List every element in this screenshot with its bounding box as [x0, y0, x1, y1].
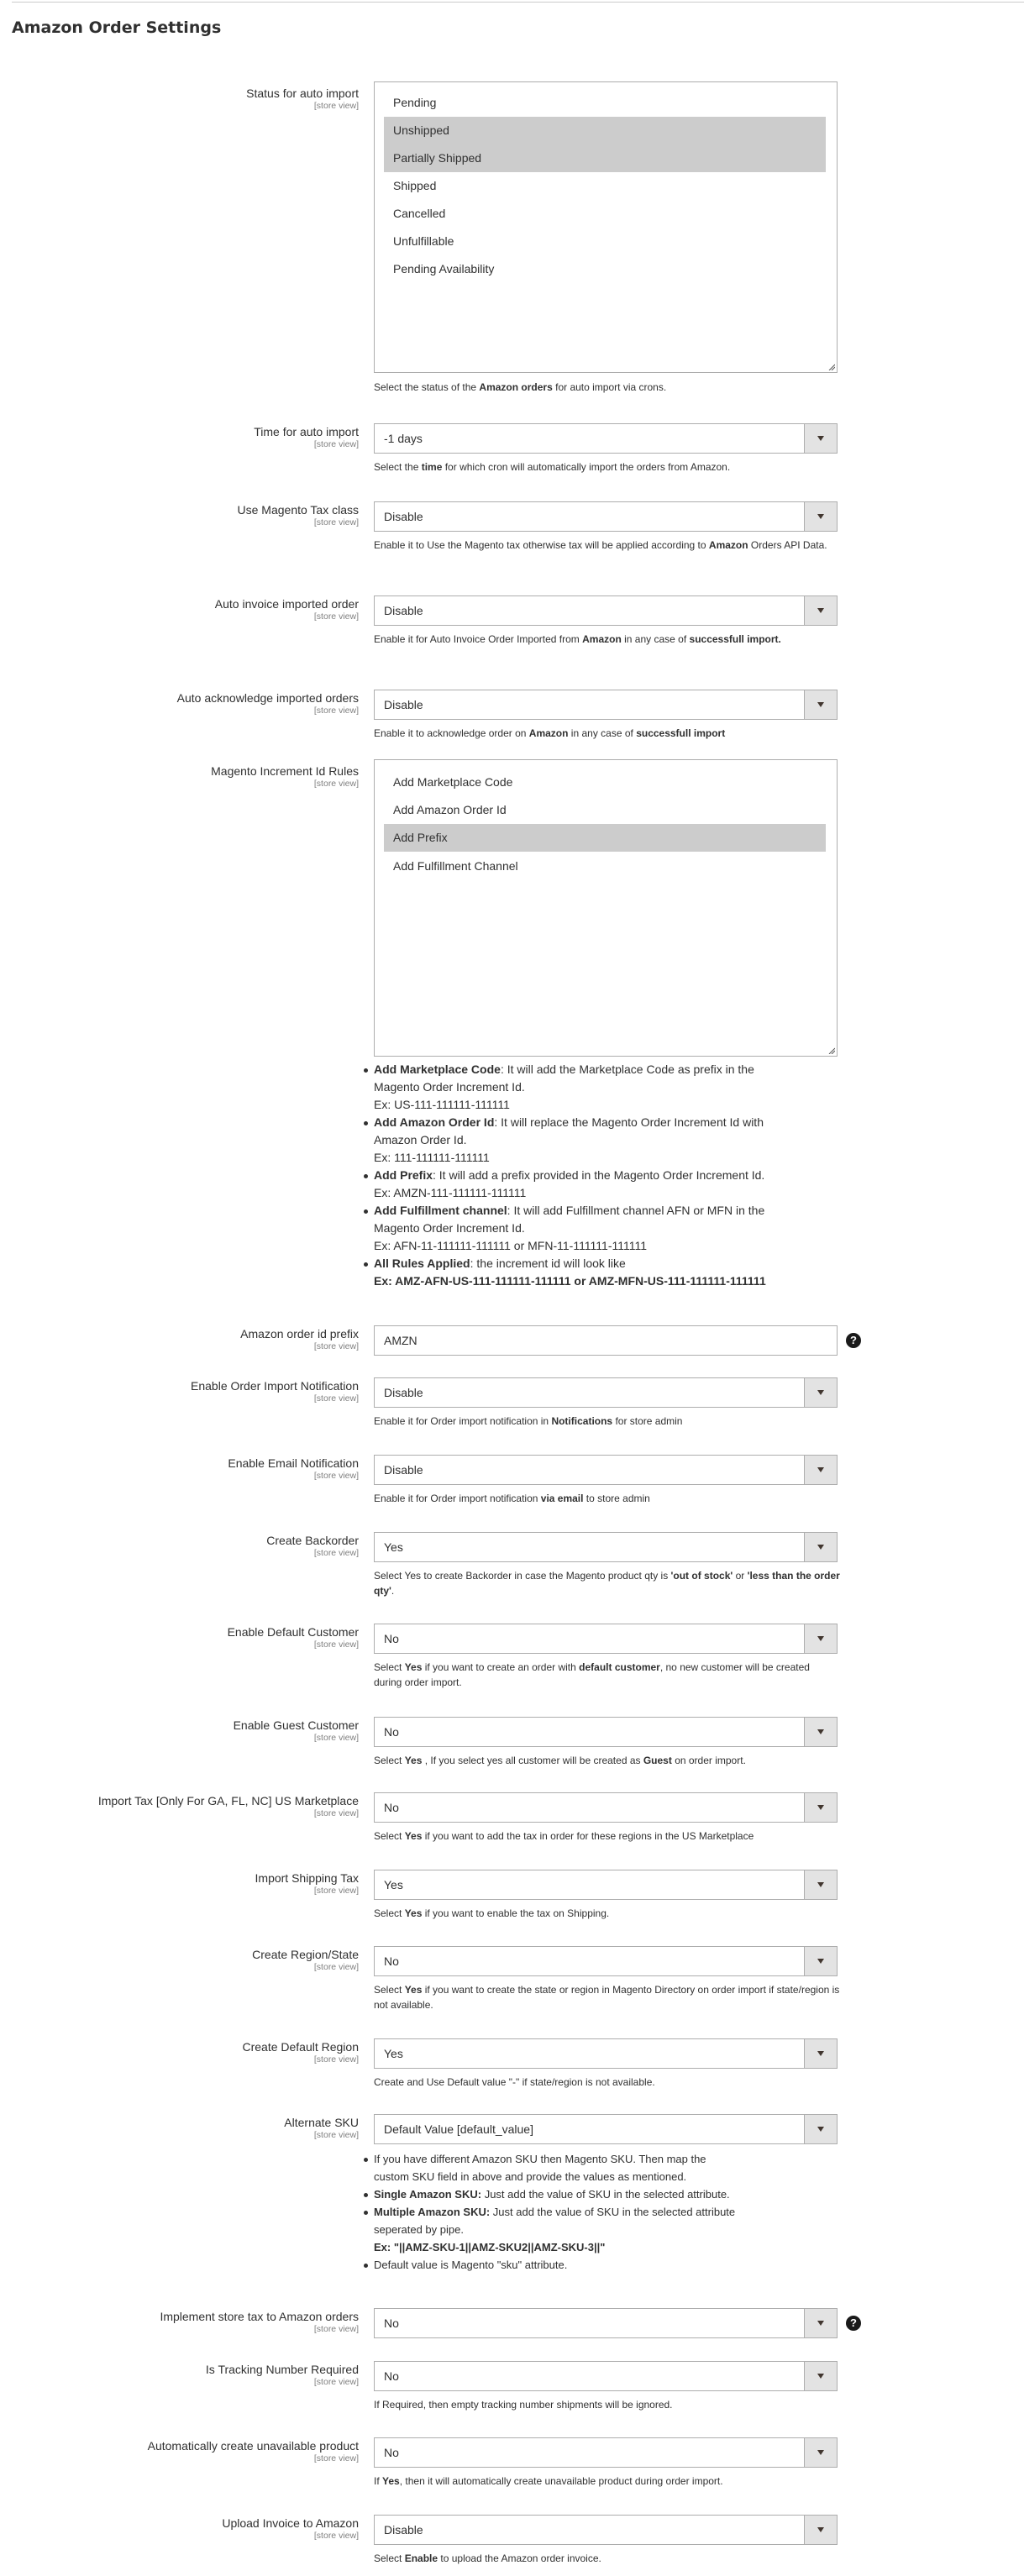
option-add-marketplace-code[interactable]: Add Marketplace Code	[393, 775, 513, 789]
scope-label: [store view]	[313, 1393, 359, 1403]
chevron-down-icon[interactable]	[804, 596, 837, 625]
option-add-amazon-order-id[interactable]: Add Amazon Order Id	[393, 803, 507, 816]
field-note: Enable it for Order import notification in Notifications for store admin	[374, 1415, 683, 1427]
scope-label: [store view]	[313, 2377, 359, 2387]
import-tax-select[interactable]: No	[374, 1792, 838, 1823]
field-label: Create Default Region [store view]	[6, 2040, 359, 2065]
list-item: Single Amazon SKU: Just add the value of SKU in the selected attribute.	[374, 2185, 844, 2203]
field-note: Enable it to acknowledge order on Amazon in any case of successfull import	[374, 727, 726, 739]
chevron-down-icon[interactable]	[804, 1533, 837, 1561]
order-id-prefix-input[interactable]	[384, 1326, 821, 1355]
help-icon[interactable]: ?	[846, 1333, 861, 1348]
field-label: Implement store tax to Amazon orders [store view]	[6, 2310, 359, 2335]
field-note: Select the time for which cron will automatically import the orders from Amazon.	[374, 461, 731, 473]
option-partially-shipped[interactable]: Partially Shipped	[384, 144, 826, 172]
scope-label: [store view]	[313, 2324, 359, 2334]
list-item: Multiple Amazon SKU: Just add the value of SKU in the selected attribute seperated by pipe. Ex: "||AMZ-SKU-1||AMZ-SKU2||AMZ-SKU-3||"	[374, 2203, 844, 2256]
field-note: Create and Use Default value "-" if state/region is not available.	[374, 2076, 655, 2088]
default-customer-select[interactable]: No	[374, 1624, 838, 1654]
field-label: Create Backorder [store view]	[6, 1534, 359, 1559]
field-label: Enable Guest Customer [store view]	[6, 1718, 359, 1744]
alternate-sku-help-list	[374, 2150, 844, 2274]
scope-label: [store view]	[313, 2531, 359, 2541]
field-note: Select Enable to upload the Amazon order invoice.	[374, 2552, 601, 2564]
field-label: Is Tracking Number Required [store view]	[6, 2363, 359, 2388]
create-region-select[interactable]: No	[374, 1946, 838, 1976]
chevron-down-icon[interactable]	[804, 2115, 837, 2143]
option-unshipped[interactable]: Unshipped	[384, 117, 826, 144]
option-pending[interactable]: Pending	[393, 96, 437, 109]
help-icon[interactable]: ?	[846, 2316, 861, 2331]
chevron-down-icon[interactable]	[804, 2516, 837, 2544]
field-note: Select Yes , If you select yes all customer will be created as Guest on order import.	[374, 1755, 746, 1766]
chevron-down-icon[interactable]	[804, 2309, 837, 2337]
field-label: Magento Increment Id Rules [store view]	[6, 764, 359, 790]
field-note: Select Yes if you want to create an order with default customer, no new customer will be created during order import.	[374, 1661, 810, 1688]
field-note: Select Yes if you want to enable the tax on Shipping.	[374, 1907, 610, 1919]
field-label: Import Shipping Tax [store view]	[6, 1871, 359, 1897]
list-item: Add Fulfillment channel: It will add Fulfillment channel AFN or MFN in the Magento Order Increment Id. Ex: AFN-11-111111-111111 or MFN-11-111111-111111	[374, 1202, 844, 1255]
chevron-down-icon[interactable]	[804, 1456, 837, 1484]
field-label: Auto acknowledge imported orders [store view]	[6, 691, 359, 716]
field-label: Alternate SKU [store view]	[6, 2116, 359, 2141]
scope-label: [store view]	[313, 1640, 359, 1650]
scope-label: [store view]	[313, 517, 359, 527]
scope-label: [store view]	[313, 101, 359, 111]
scope-label: [store view]	[313, 1808, 359, 1818]
field-note: Select Yes to create Backorder in case the Magento product qty is 'out of stock' or 'less than the order qty'.	[374, 1570, 840, 1597]
scope-label: [store view]	[313, 1886, 359, 1896]
scope-label: [store view]	[313, 2453, 359, 2463]
field-note: Select Yes if you want to create the state or region in Magento Directory on order import if state/region is not available.	[374, 1984, 840, 2011]
guest-customer-select[interactable]: No	[374, 1717, 838, 1747]
create-backorder-select[interactable]: Yes	[374, 1532, 838, 1562]
field-note: Enable it for Order import notification via email to store admin	[374, 1493, 650, 1504]
field-note: Enable it to Use the Magento tax otherwise tax will be applied according to Amazon Orders API Data.	[374, 539, 827, 551]
increment-rules-help-list	[374, 1061, 844, 1290]
field-label: Use Magento Tax class [store view]	[6, 503, 359, 528]
field-note: If Yes, then it will automatically create unavailable product during order import.	[374, 2475, 723, 2487]
list-item: Add Marketplace Code: It will add the Marketplace Code as prefix in the Magento Order Increment Id. Ex: US-111-111111-111111	[374, 1061, 844, 1114]
auto-create-product-select[interactable]: No	[374, 2437, 838, 2468]
upload-invoice-select[interactable]: Disable	[374, 2515, 838, 2545]
field-note: Select Yes if you want to add the tax in order for these regions in the US Marketplace	[374, 1830, 754, 1842]
scope-label: [store view]	[313, 706, 359, 716]
order-import-notification-select[interactable]: Disable	[374, 1377, 838, 1408]
chevron-down-icon[interactable]	[804, 1718, 837, 1746]
list-item: All Rules Applied: the increment id will look like Ex: AMZ-AFN-US-111-111111-111111 or AMZ-MFN-US-111-111111-111111	[374, 1255, 844, 1290]
chevron-down-icon[interactable]	[804, 1870, 837, 1899]
scope-label: [store view]	[313, 1471, 359, 1481]
list-item: Add Amazon Order Id: It will replace the Magento Order Increment Id with Amazon Order Id. Ex: 111-111111-111111	[374, 1114, 844, 1167]
order-id-prefix-field[interactable]	[374, 1325, 838, 1356]
scope-label: [store view]	[313, 439, 359, 449]
use-magento-tax-select[interactable]: Disable	[374, 501, 838, 532]
chevron-down-icon[interactable]	[804, 1624, 837, 1653]
page-title: Amazon Order Settings	[12, 18, 222, 37]
chevron-down-icon[interactable]	[804, 1793, 837, 1822]
scope-label: [store view]	[313, 2054, 359, 2064]
field-note: If Required, then empty tracking number shipments will be ignored.	[374, 2399, 673, 2411]
time-auto-import-select[interactable]: -1 days	[374, 423, 838, 454]
field-label: Upload Invoice to Amazon [store view]	[6, 2516, 359, 2542]
field-label: Status for auto import [store view]	[6, 87, 359, 112]
status-multiselect[interactable]	[374, 81, 838, 373]
scope-label: [store view]	[313, 1733, 359, 1743]
option-shipped[interactable]: Shipped	[393, 179, 437, 192]
auto-acknowledge-select[interactable]: Disable	[374, 690, 838, 720]
chevron-down-icon[interactable]	[804, 690, 837, 719]
tracking-required-select[interactable]: No	[374, 2361, 838, 2391]
field-label: Import Tax [Only For GA, FL, NC] US Marketplace [store view]	[6, 1794, 359, 1819]
chevron-down-icon[interactable]	[804, 1947, 837, 1975]
option-unfulfillable[interactable]: Unfulfillable	[393, 234, 454, 248]
resize-grip-icon[interactable]	[828, 1047, 835, 1054]
chevron-down-icon[interactable]	[804, 1378, 837, 1407]
shipping-tax-select[interactable]: Yes	[374, 1870, 838, 1900]
field-label: Auto invoice imported order [store view]	[6, 597, 359, 622]
email-notification-select[interactable]: Disable	[374, 1455, 838, 1485]
chevron-down-icon[interactable]	[804, 2362, 837, 2390]
field-label: Create Region/State [store view]	[6, 1948, 359, 1973]
chevron-down-icon[interactable]	[804, 2039, 837, 2068]
resize-grip-icon[interactable]	[828, 364, 835, 370]
field-label: Time for auto import [store view]	[6, 425, 359, 450]
option-cancelled[interactable]: Cancelled	[393, 207, 446, 220]
option-pending-availability[interactable]: Pending Availability	[393, 262, 495, 275]
list-item: If you have different Amazon SKU then Magento SKU. Then map the custom SKU field in above and provide the values as mentioned.	[374, 2150, 844, 2185]
store-tax-select[interactable]: No	[374, 2308, 838, 2338]
option-add-prefix[interactable]: Add Prefix	[384, 824, 826, 852]
list-item: Default value is Magento "sku" attribute.	[374, 2256, 844, 2274]
chevron-down-icon[interactable]	[804, 2438, 837, 2467]
field-note: Select the status of the Amazon orders for auto import via crons.	[374, 381, 667, 393]
scope-label: [store view]	[313, 1341, 359, 1351]
section-divider	[12, 2, 1024, 3]
chevron-down-icon[interactable]	[804, 424, 837, 453]
field-label: Enable Email Notification [store view]	[6, 1456, 359, 1482]
increment-rules-multiselect[interactable]	[374, 759, 838, 1057]
list-item: Add Prefix: It will add a prefix provided in the Magento Order Increment Id. Ex: AMZN-111-111111-111111	[374, 1167, 844, 1202]
alternate-sku-select[interactable]: Default Value [default_value]	[374, 2114, 838, 2144]
scope-label: [store view]	[313, 2130, 359, 2140]
field-label: Enable Default Customer [store view]	[6, 1625, 359, 1650]
field-note: Enable it for Auto Invoice Order Imported from Amazon in any case of successfull import.	[374, 633, 781, 645]
chevron-down-icon[interactable]	[804, 502, 837, 531]
default-region-select[interactable]: Yes	[374, 2038, 838, 2069]
field-label: Enable Order Import Notification [store view]	[6, 1379, 359, 1404]
scope-label: [store view]	[313, 1548, 359, 1558]
auto-invoice-select[interactable]: Disable	[374, 595, 838, 626]
field-label: Amazon order id prefix [store view]	[6, 1327, 359, 1352]
field-label: Automatically create unavailable product [store view]	[6, 2439, 359, 2464]
scope-label: [store view]	[313, 611, 359, 622]
scope-label: [store view]	[313, 779, 359, 789]
option-add-fulfillment-channel[interactable]: Add Fulfillment Channel	[393, 859, 518, 873]
scope-label: [store view]	[313, 1962, 359, 1972]
